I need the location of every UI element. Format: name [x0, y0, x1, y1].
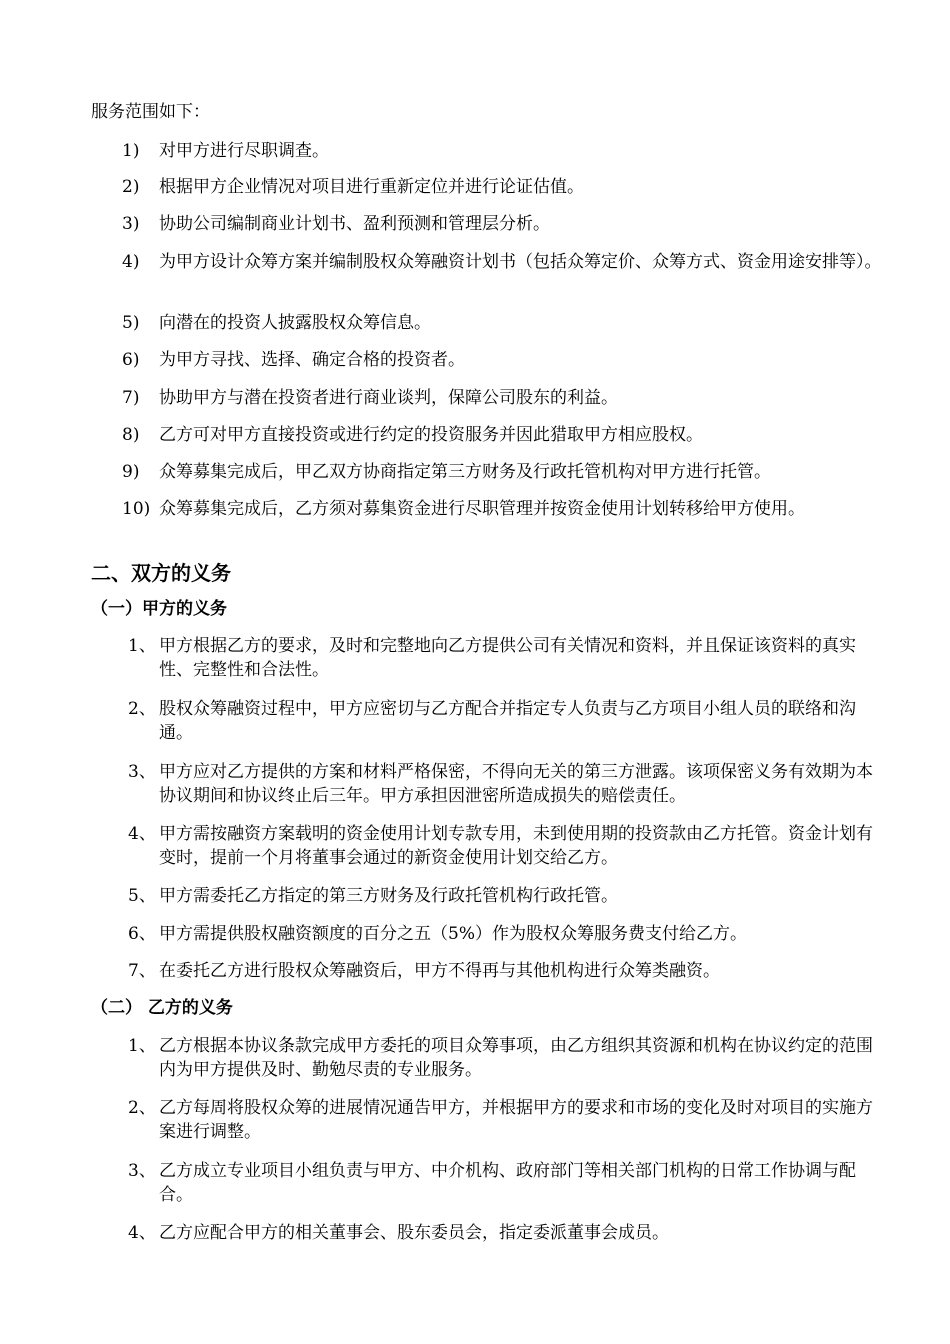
obligation-number: 4、 — [128, 824, 156, 844]
party-a-obligation — [128, 697, 873, 745]
service-item — [122, 212, 882, 236]
party-a-heading: （一）甲方的义务 — [91, 599, 227, 619]
item-text: 为甲方设计众筹方案并编制股权众筹融资计划书（包括众筹定价、众筹方式、资金用途安排等）。 — [159, 252, 882, 272]
item-number: 2) — [122, 177, 140, 197]
party-a-obligation — [128, 822, 878, 870]
item-number: 9) — [122, 462, 140, 482]
obligation-text: 甲方需提供股权融资额度的百分之五（5%）作为股权众筹服务费支付给乙方。 — [159, 924, 747, 944]
obligation-number: 3、 — [128, 1161, 156, 1181]
item-text: 协助公司编制商业计划书、盈利预测和管理层分析。 — [159, 214, 550, 234]
obligation-number: 2、 — [128, 699, 156, 719]
party-b-obligation — [128, 1034, 873, 1082]
section-heading: 二、双方的义务 — [91, 561, 231, 585]
party-b-obligation — [128, 1159, 873, 1207]
party-b-obligation — [128, 1096, 873, 1144]
item-text: 协助甲方与潜在投资者进行商业谈判，保障公司股东的利益。 — [159, 388, 618, 408]
item-text: 向潜在的投资人披露股权众筹信息。 — [159, 313, 431, 333]
item-text: 众筹募集完成后，甲乙双方协商指定第三方财务及行政托管机构对甲方进行托管。 — [159, 462, 771, 482]
obligation-number: 2、 — [128, 1098, 156, 1118]
obligation-number: 6、 — [128, 924, 156, 944]
obligation-text: 甲方根据乙方的要求，及时和完整地向乙方提供公司有关情况和资料，并且保证该资料的真实性、完整性和合法性。 — [159, 636, 856, 680]
obligation-number: 5、 — [128, 886, 156, 906]
item-text: 为甲方寻找、选择、确定合格的投资者。 — [159, 350, 465, 370]
service-item — [122, 348, 882, 372]
obligation-text: 甲方需按融资方案载明的资金使用计划专款专用，未到使用期的投资款由乙方托管。资金计划有变时，提前一个月将董事会通过的新资金使用计划交给乙方。 — [159, 824, 873, 868]
party-a-obligation — [128, 634, 873, 682]
obligation-number: 7、 — [128, 961, 156, 981]
item-number: 5) — [122, 313, 140, 333]
obligation-number: 4、 — [128, 1223, 156, 1243]
service-scope-intro: 服务范围如下： — [91, 102, 210, 122]
service-item — [122, 460, 882, 484]
obligation-text: 乙方每周将股权众筹的进展情况通告甲方，并根据甲方的要求和市场的变化及时对项目的实施方案进行调整。 — [159, 1098, 873, 1142]
service-item — [122, 139, 882, 163]
service-item — [122, 386, 882, 410]
party-b-obligation — [128, 1221, 873, 1245]
item-text: 乙方可对甲方直接投资或进行约定的投资服务并因此猎取甲方相应股权。 — [159, 425, 703, 445]
service-item — [122, 311, 882, 335]
obligation-number: 1、 — [128, 636, 156, 656]
item-number: 7) — [122, 388, 140, 408]
item-text: 对甲方进行尽职调查。 — [159, 141, 329, 161]
item-number: 4) — [122, 252, 140, 272]
service-item — [122, 250, 882, 274]
obligation-text: 乙方成立专业项目小组负责与甲方、中介机构、政府部门等相关部门机构的日常工作协调与配合。 — [159, 1161, 856, 1205]
service-item — [122, 175, 882, 199]
obligation-text: 股权众筹融资过程中，甲方应密切与乙方配合并指定专人负责与乙方项目小组人员的联络和沟通。 — [159, 699, 856, 743]
item-number: 1) — [122, 141, 140, 161]
obligation-number: 1、 — [128, 1036, 156, 1056]
item-number: 8) — [122, 425, 140, 445]
party-a-obligation — [128, 884, 873, 908]
party-a-obligation — [128, 922, 873, 946]
item-number: 10) — [122, 499, 151, 519]
obligation-text: 乙方应配合甲方的相关董事会、股东委员会，指定委派董事会成员。 — [159, 1223, 669, 1243]
item-number: 3) — [122, 214, 140, 234]
item-text: 众筹募集完成后，乙方须对募集资金进行尽职管理并按资金使用计划转移给甲方使用。 — [159, 499, 805, 519]
service-item — [122, 423, 882, 447]
party-a-obligation — [128, 760, 873, 808]
obligation-text: 甲方应对乙方提供的方案和材料严格保密，不得向无关的第三方泄露。该项保密义务有效期为本协议期间和协议终止后三年。甲方承担因泄密所造成损失的赔偿责任。 — [159, 762, 873, 806]
obligation-text: 乙方根据本协议条款完成甲方委托的项目众筹事项，由乙方组织其资源和机构在协议约定的范围内为甲方提供及时、勤勉尽责的专业服务。 — [159, 1036, 873, 1080]
item-number: 6) — [122, 350, 140, 370]
obligation-text: 在委托乙方进行股权众筹融资后，甲方不得再与其他机构进行众筹类融资。 — [159, 961, 720, 981]
item-text: 根据甲方企业情况对项目进行重新定位并进行论证估值。 — [159, 177, 584, 197]
service-item — [122, 497, 882, 521]
party-b-heading: （二） 乙方的义务 — [91, 998, 233, 1018]
obligation-text: 甲方需委托乙方指定的第三方财务及行政托管机构行政托管。 — [159, 886, 618, 906]
obligation-number: 3、 — [128, 762, 156, 782]
party-a-obligation — [128, 959, 873, 983]
